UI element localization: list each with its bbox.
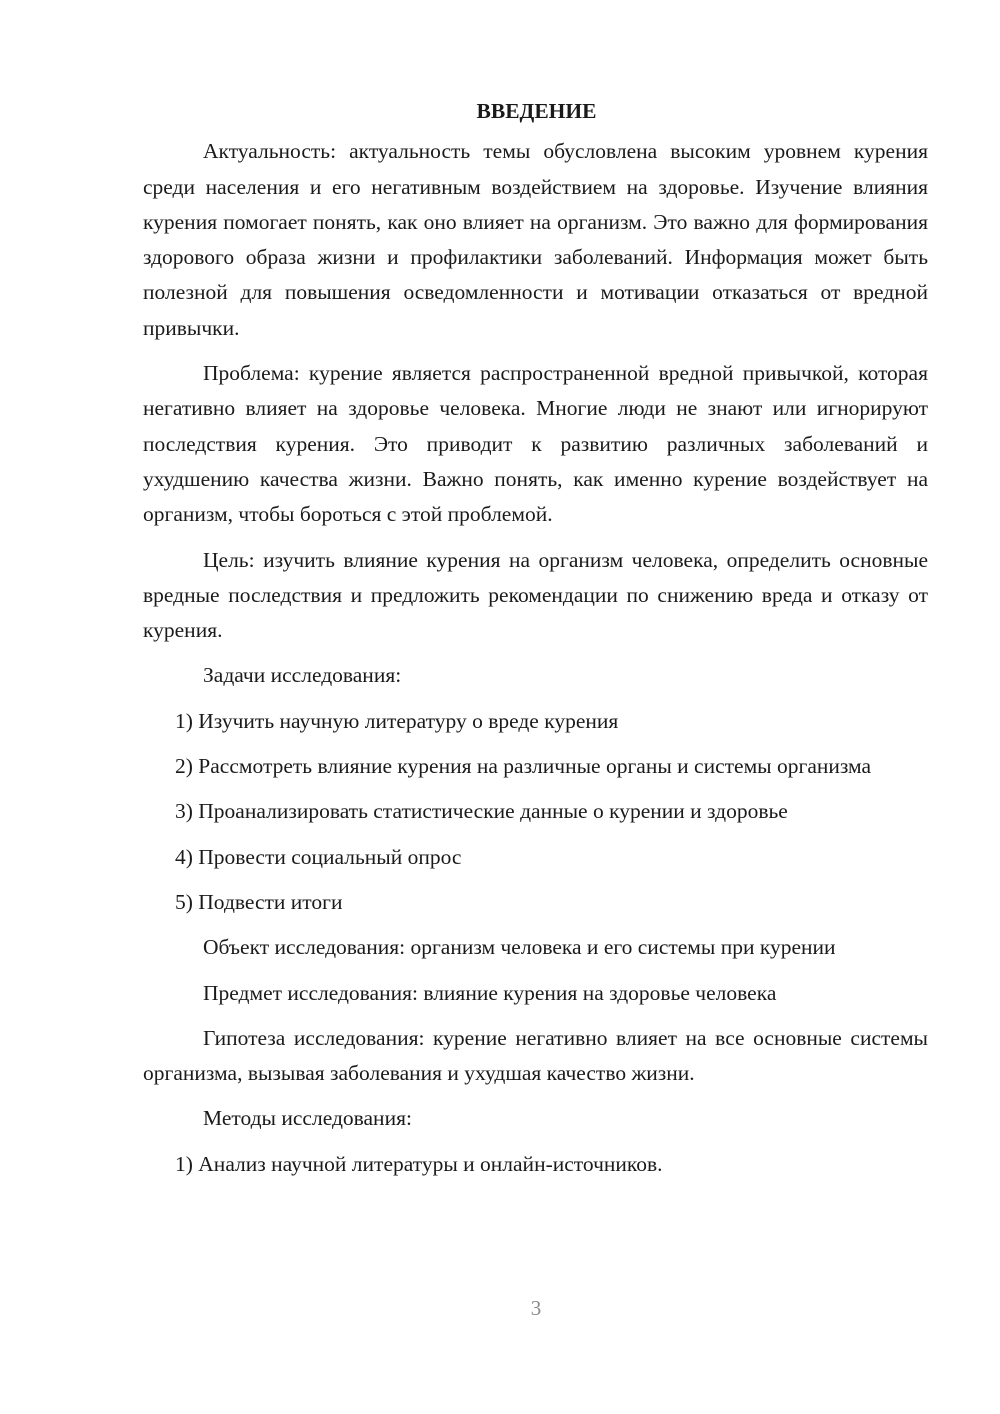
section-heading: ВВЕДЕНИЕ <box>476 99 597 123</box>
task-item-1: 1) Изучить научную литературу о вреде курения <box>175 708 619 733</box>
problem-paragraph: Проблема: курение является распространенной вредной привычкой, которая негативно влияет на здоровье человека. Многие люди не знают или игнорируют последствия курения. Это приводит к развитию различных заболеваний и ухудшению качества жизни. Важно понять, как именно курение воздействует на организм, чтобы бороться с этой проблемой. <box>143 361 928 527</box>
goal-paragraph: Цель: изучить влияние курения на организм человека, определить основные вредные последствия и предложить рекомендации по снижению вреда и отказу от курения. <box>143 547 928 643</box>
task-item-3: 3) Проанализировать статистические данные о курении и здоровье <box>175 799 788 824</box>
relevance-paragraph: Актуальность: актуальность темы обусловлена высоким уровнем курения среди населения и его негативным воздействием на здоровье. Изучение влияния курения помогает понять, как оно влияет на организм. Это важно для формирования здорового образа жизни и профилактики заболеваний. Информация может быть полезной для повышения осведомленности и мотивации отказаться от вредной привычки. <box>143 139 928 340</box>
hypothesis-paragraph: Гипотеза исследования: курение негативно влияет на все основные системы организма, вызывая заболевания и ухудшая качество жизни. <box>143 1025 928 1086</box>
task-item-2: 2) Рассмотреть влияние курения на различные органы и системы организма <box>175 754 872 779</box>
task-item-4: 4) Провести социальный опрос <box>175 844 462 869</box>
method-item-1: 1) Анализ научной литературы и онлайн-источников. <box>175 1151 663 1176</box>
subject-paragraph: Предмет исследования: влияние курения на здоровье человека <box>203 980 777 1005</box>
methods-title: Методы исследования: <box>203 1106 412 1131</box>
task-item-5: 5) Подвести итоги <box>175 889 343 914</box>
tasks-title: Задачи исследования: <box>203 663 402 688</box>
object-paragraph: Объект исследования: организм человека и его системы при курении <box>203 935 836 960</box>
page-number: 3 <box>530 1296 542 1320</box>
page-content <box>143 94 928 1192</box>
